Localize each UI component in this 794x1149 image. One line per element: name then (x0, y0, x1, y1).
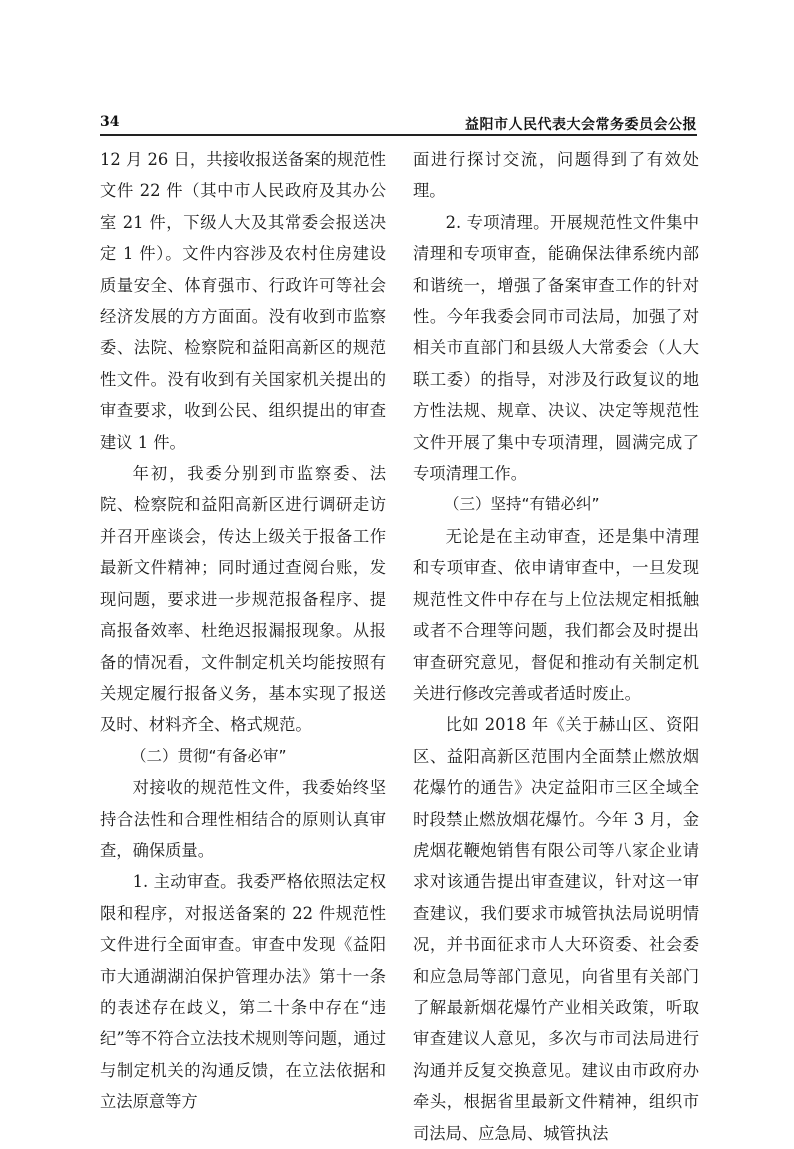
page-number: 34 (100, 114, 120, 130)
paragraph: 12 月 26 日，共接收报送备案的规范性文件 22 件（其中市人民政府及其办公室 21 件，下级人大及其常委会报送决定 1 件）。文件内容涉及农村住房建设质量安全、体育强市、行政许可等社会经济发展的方方面面。没有收到市监察委、法院、检察院和益阳高新区的规范性文件。没有收到有关国家机关提出的审查要求，收到公民、组织提出的审查建议 1 件。 (100, 150, 386, 452)
paragraph: 2. 专项清理。开展规范性文件集中清理和专项审查，能确保法律系统内部和谐统一，增强了备案审查工作的针对性。今年我委会同市司法局，加强了对相关市直部门和县级人大常委会（人大联工委）的指导，对涉及行政复议的地方性法规、规章、决议、决定等规范性文件开展了集中专项清理，圆满完成了专项清理工作。 (413, 212, 699, 484)
paragraph: 对接收的规范性文件，我委始终坚持合法性和合理性相结合的原则认真审查，确保质量。 (100, 778, 386, 860)
paragraph: 1. 主动审查。我委严格依照法定权限和程序，对报送备案的 22 件规范性文件进行全面审查。审查中发现《益阳市大通湖湖泊保护管理办法》第十一条的表述存在歧义，第二十条中存在“违纪”等不符合立法技术规则等问题，通过与制定机关的沟通反馈，在立法依据和立法原意等方 (100, 872, 386, 1112)
paragraph: 面进行探讨交流，问题得到了有效处理。 (413, 150, 699, 201)
paragraph: 无论是在主动审查，还是集中清理和专项审查、依申请审查中，一旦发现规范性文件中存在与上位法规定相抵触或者不合理等问题，我们都会及时提出审查研究意见，督促和推动有关制定机关进行修改完善或者适时废止。 (413, 526, 699, 703)
paragraph: 比如 2018 年《关于赫山区、资阳区、益阳高新区范围内全面禁止燃放烟花爆竹的通告》决定益阳市三区全域全时段禁止燃放烟花爆竹。今年 3 月，金虎烟花鞭炮销售有限公司等八家企业请求对该通告提出审查建议，针对这一审查建议，我们要求市城管执法局说明情况，并书面征求市人大环资委、社会委和应急局等部门意见，向省里有关部门了解最新烟花爆竹产业相关政策，听取审查建议人意见，多次与市司法局进行沟通并反复交换意见。建议由市政府办牵头，根据省里最新文件精神，组织市司法局、应急局、城管执法 (413, 715, 699, 1143)
journal-title: 益阳市人民代表大会常务委员会公报 (465, 117, 697, 133)
left-column (100, 144, 386, 1118)
page-header (100, 114, 697, 134)
header-rule (100, 134, 697, 136)
paragraph: 年初，我委分别到市监察委、法院、检察院和益阳高新区进行调研走访并召开座谈会，传达上级关于报备工作最新文件精神；同时通过查阅台账，发现问题，要求进一步规范报备程序、提高报备效率、杜绝迟报漏报现象。从报备的情况看，文件制定机关均能按照有关规定履行报备义务，基本实现了报送及时、材料齐全、格式规范。 (100, 464, 386, 735)
section-heading: （二）贯彻“有备必审” (131, 746, 287, 765)
right-column (413, 144, 699, 1149)
section-heading: （三）坚持“有错必纠” (444, 495, 600, 514)
